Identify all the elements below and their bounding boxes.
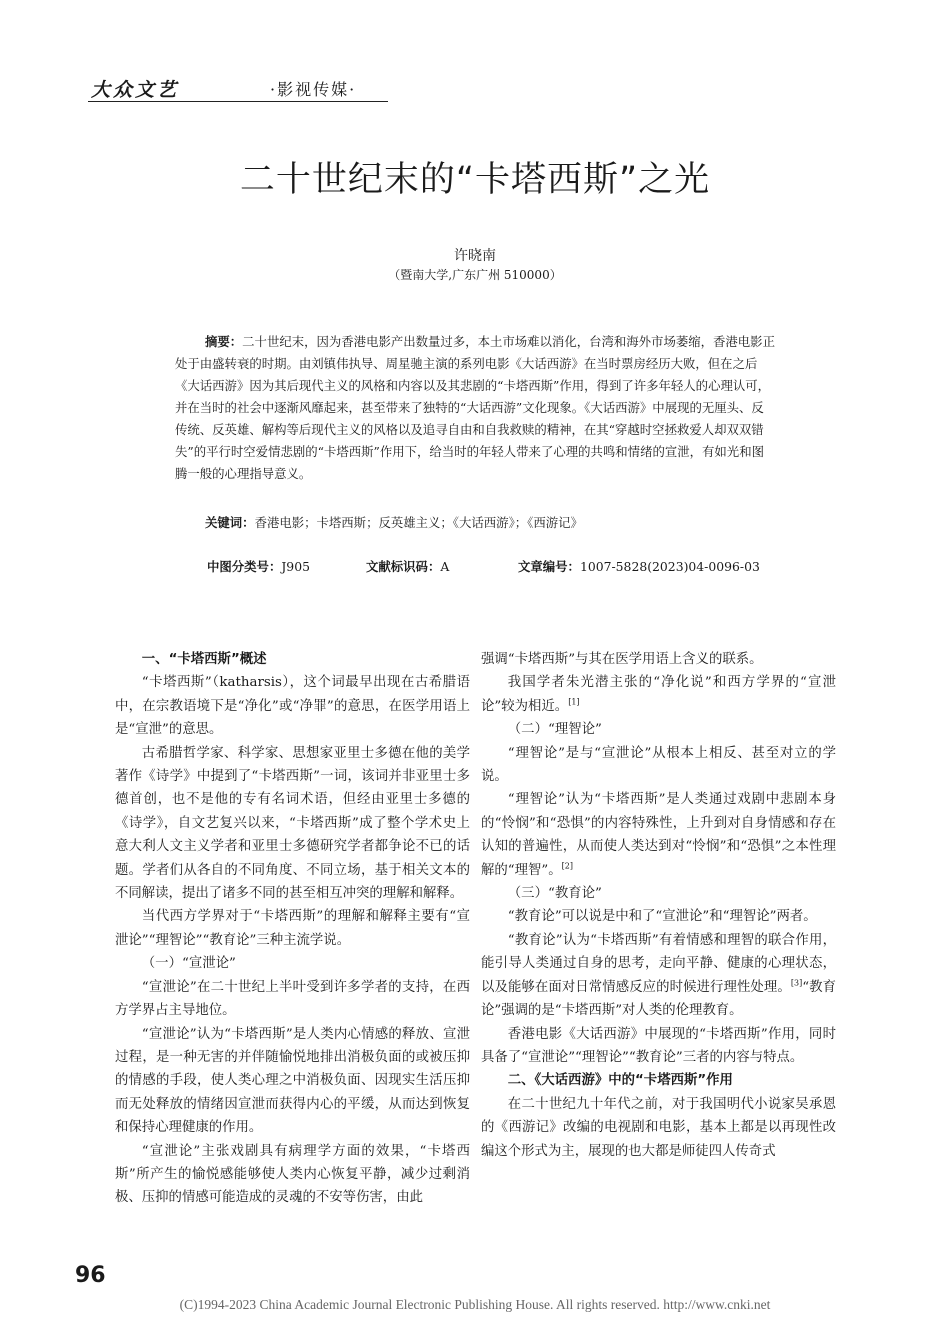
affiliation: （暨南大学,广东广州 510000） — [388, 268, 562, 282]
paragraph: 强调“卡塔西斯”与其在医学用语上含义的联系。 — [481, 652, 763, 667]
paragraph: 古希腊哲学家、科学家、思想家亚里士多德在他的美学著作《诗学》中提到了“卡塔西斯”一词，该词并非亚里士多德首创，也不是他的专有名词术语，但经由亚里士多德的《诗学》，自文艺复兴以来，“卡塔西斯”成了整个学术史上意大利人文主义学者和亚里士多德研究学者都争论不已的话题。学者们从各自的不同角度、不同立场，基于相关文本的不同解读，提出了诸多不同的甚至相互冲突的理解和解释。 — [115, 745, 470, 902]
copyright-footer: (C)1994-2023 China Academic Journal Electronic Publishing House. All rights reserved. http://www.cnki.net — [179, 1297, 771, 1312]
paragraph: “卡塔西斯”（katharsis），这个词最早出现在古希腊语中，在宗教语境下是“净化”或“净罪”的意思，在医学用语上是“宣泄”的意思。 — [115, 675, 470, 738]
paragraph: “宣泄论”主张戏剧具有病理学方面的效果，“卡塔西斯”所产生的愉悦感能够使人类内心恢复平静，减少过剩消极、压抑的情感可能造成的灵魂的不安等伤害，由此 — [115, 1143, 470, 1206]
citation[interactable]: [1] — [568, 697, 580, 707]
abstract — [175, 331, 775, 485]
keywords-text: 香港电影；卡塔西斯；反英雄主义；《大话西游》；《西游记》 — [254, 515, 583, 530]
paragraph: “教育论”可以说是中和了“宣泄论”和“理智论”两者。 — [507, 909, 817, 925]
article-value: 1007-5828(2023)04-0096-03 — [579, 559, 760, 574]
doc-code — [366, 557, 449, 575]
keywords-label: 关键词： — [205, 515, 255, 530]
doc-label: 文献标识码： — [366, 559, 441, 574]
keywords — [205, 513, 785, 531]
citation[interactable]: [3] — [790, 978, 803, 988]
paragraph: 我国学者朱光潜主张的“净化说”和西方学界的“宣泄论”较为相近。[1] — [481, 675, 836, 714]
journal-name: 大众文艺 — [91, 79, 180, 101]
paragraph: 在二十世纪九十年代之前，对于我国明代小说家吴承恩的《西游记》改编的电视剧和电影，基本上都是以再现性改编这个形式为主，展现的也大都是师徒四人传奇式 — [481, 1096, 836, 1159]
citation[interactable]: [2] — [561, 861, 573, 871]
abstract-label: 摘要： — [205, 334, 243, 349]
subsection-heading: （一）“宣泄论” — [141, 956, 236, 972]
abstract-text: 二十世纪末，因为香港电影产出数量过多，本土市场难以消化，台湾和海外市场萎缩，香港电影正处于由盛转衰的时期。由刘镇伟执导、周星驰主演的系列电影《大话西游》在当时票房经历大败，但在之后《大话西游》因为其后现代主义的风格和内容以及其悲剧的“卡塔西斯”作用，得到了许多年轻人的心理认可，并在当时的社会中逐渐风靡起来，甚至带来了独特的“大话西游”文化现象。《大话西游》中展现的无厘头、反传统、反英雄、解构等后现代主义的风格以及追寻自由和自我救赎的精神，在其“穿越时空拯救爱人却双双错失”的平行时空爱情悲剧的“卡塔西斯”作用下，给当时的年轻人带来了心理的共鸣和情绪的宣泄，有如光和图腾一般的心理指导意义。 — [175, 334, 775, 481]
paragraph: “宣泄论”认为“卡塔西斯”是人类内心情感的释放、宣泄过程，是一种无害的并伴随愉悦地排出消极负面的或被压抑的情感的手段，使人类心理之中消极负面、因现实生活压抑而无处释放的情绪因宣泄而获得内心的平缓，从而达到恢复和保持心理健康的作用。 — [115, 1026, 470, 1136]
article-title: 二十世纪末的“卡塔西斯”之光 — [239, 160, 711, 200]
clc-number — [207, 557, 310, 575]
subsection-heading: （二）“理智论” — [507, 722, 602, 738]
article-label: 文章编号： — [518, 559, 580, 574]
header-rule — [88, 101, 388, 102]
paragraph: “教育论”认为“卡塔西斯”有着情感和理智的联合作用，能引导人类通过自身的思考，走向平静、健康的心理状态，以及能够在面对日常情感反应的时候进行理性处理。[3]“教育论”强调的是“卡塔西斯”对人类的伦理教育。 — [481, 932, 836, 1019]
subsection-heading: （三）“教育论” — [507, 886, 602, 902]
paragraph: “理智论”是与“宣泄论”从根本上相反、甚至对立的学说。 — [481, 745, 836, 785]
paragraph: “理智论”认为“卡塔西斯”是人类通过戏剧中悲剧本身的“怜悯”和“恐惧”的内容特殊性，上升到对自身情感和存在认知的普遍性，从而使人类达到对“怜悯”和“恐惧”之本性理解的“理智”。[2] — [481, 792, 836, 878]
article-number — [518, 557, 760, 575]
clc-value: J905 — [281, 559, 310, 574]
paragraph: 当代西方学界对于“卡塔西斯”的理解和解释主要有“宣泄论”“理智论”“教育论”三种主流学说。 — [115, 909, 470, 948]
section-heading-2: 二、《大话西游》中的“卡塔西斯”作用 — [507, 1073, 733, 1089]
page-number: 96 — [75, 1263, 106, 1288]
left-column — [115, 648, 470, 1210]
paragraph: “宣泄论”在二十世纪上半叶受到许多学者的支持，在西方学界占主导地位。 — [115, 979, 470, 1019]
section-heading-1: 一、“卡塔西斯”概述 — [141, 652, 267, 667]
clc-label: 中图分类号： — [207, 559, 282, 574]
author: 许晓南 — [454, 248, 496, 264]
right-column — [481, 648, 836, 1163]
section-name: ·影视传媒· — [270, 80, 357, 99]
paragraph: 香港电影《大话西游》中展现的“卡塔西斯”作用，同时具备了“宣泄论”“理智论”“教育论”三者的内容与特点。 — [481, 1026, 836, 1065]
doc-value: A — [440, 559, 450, 574]
